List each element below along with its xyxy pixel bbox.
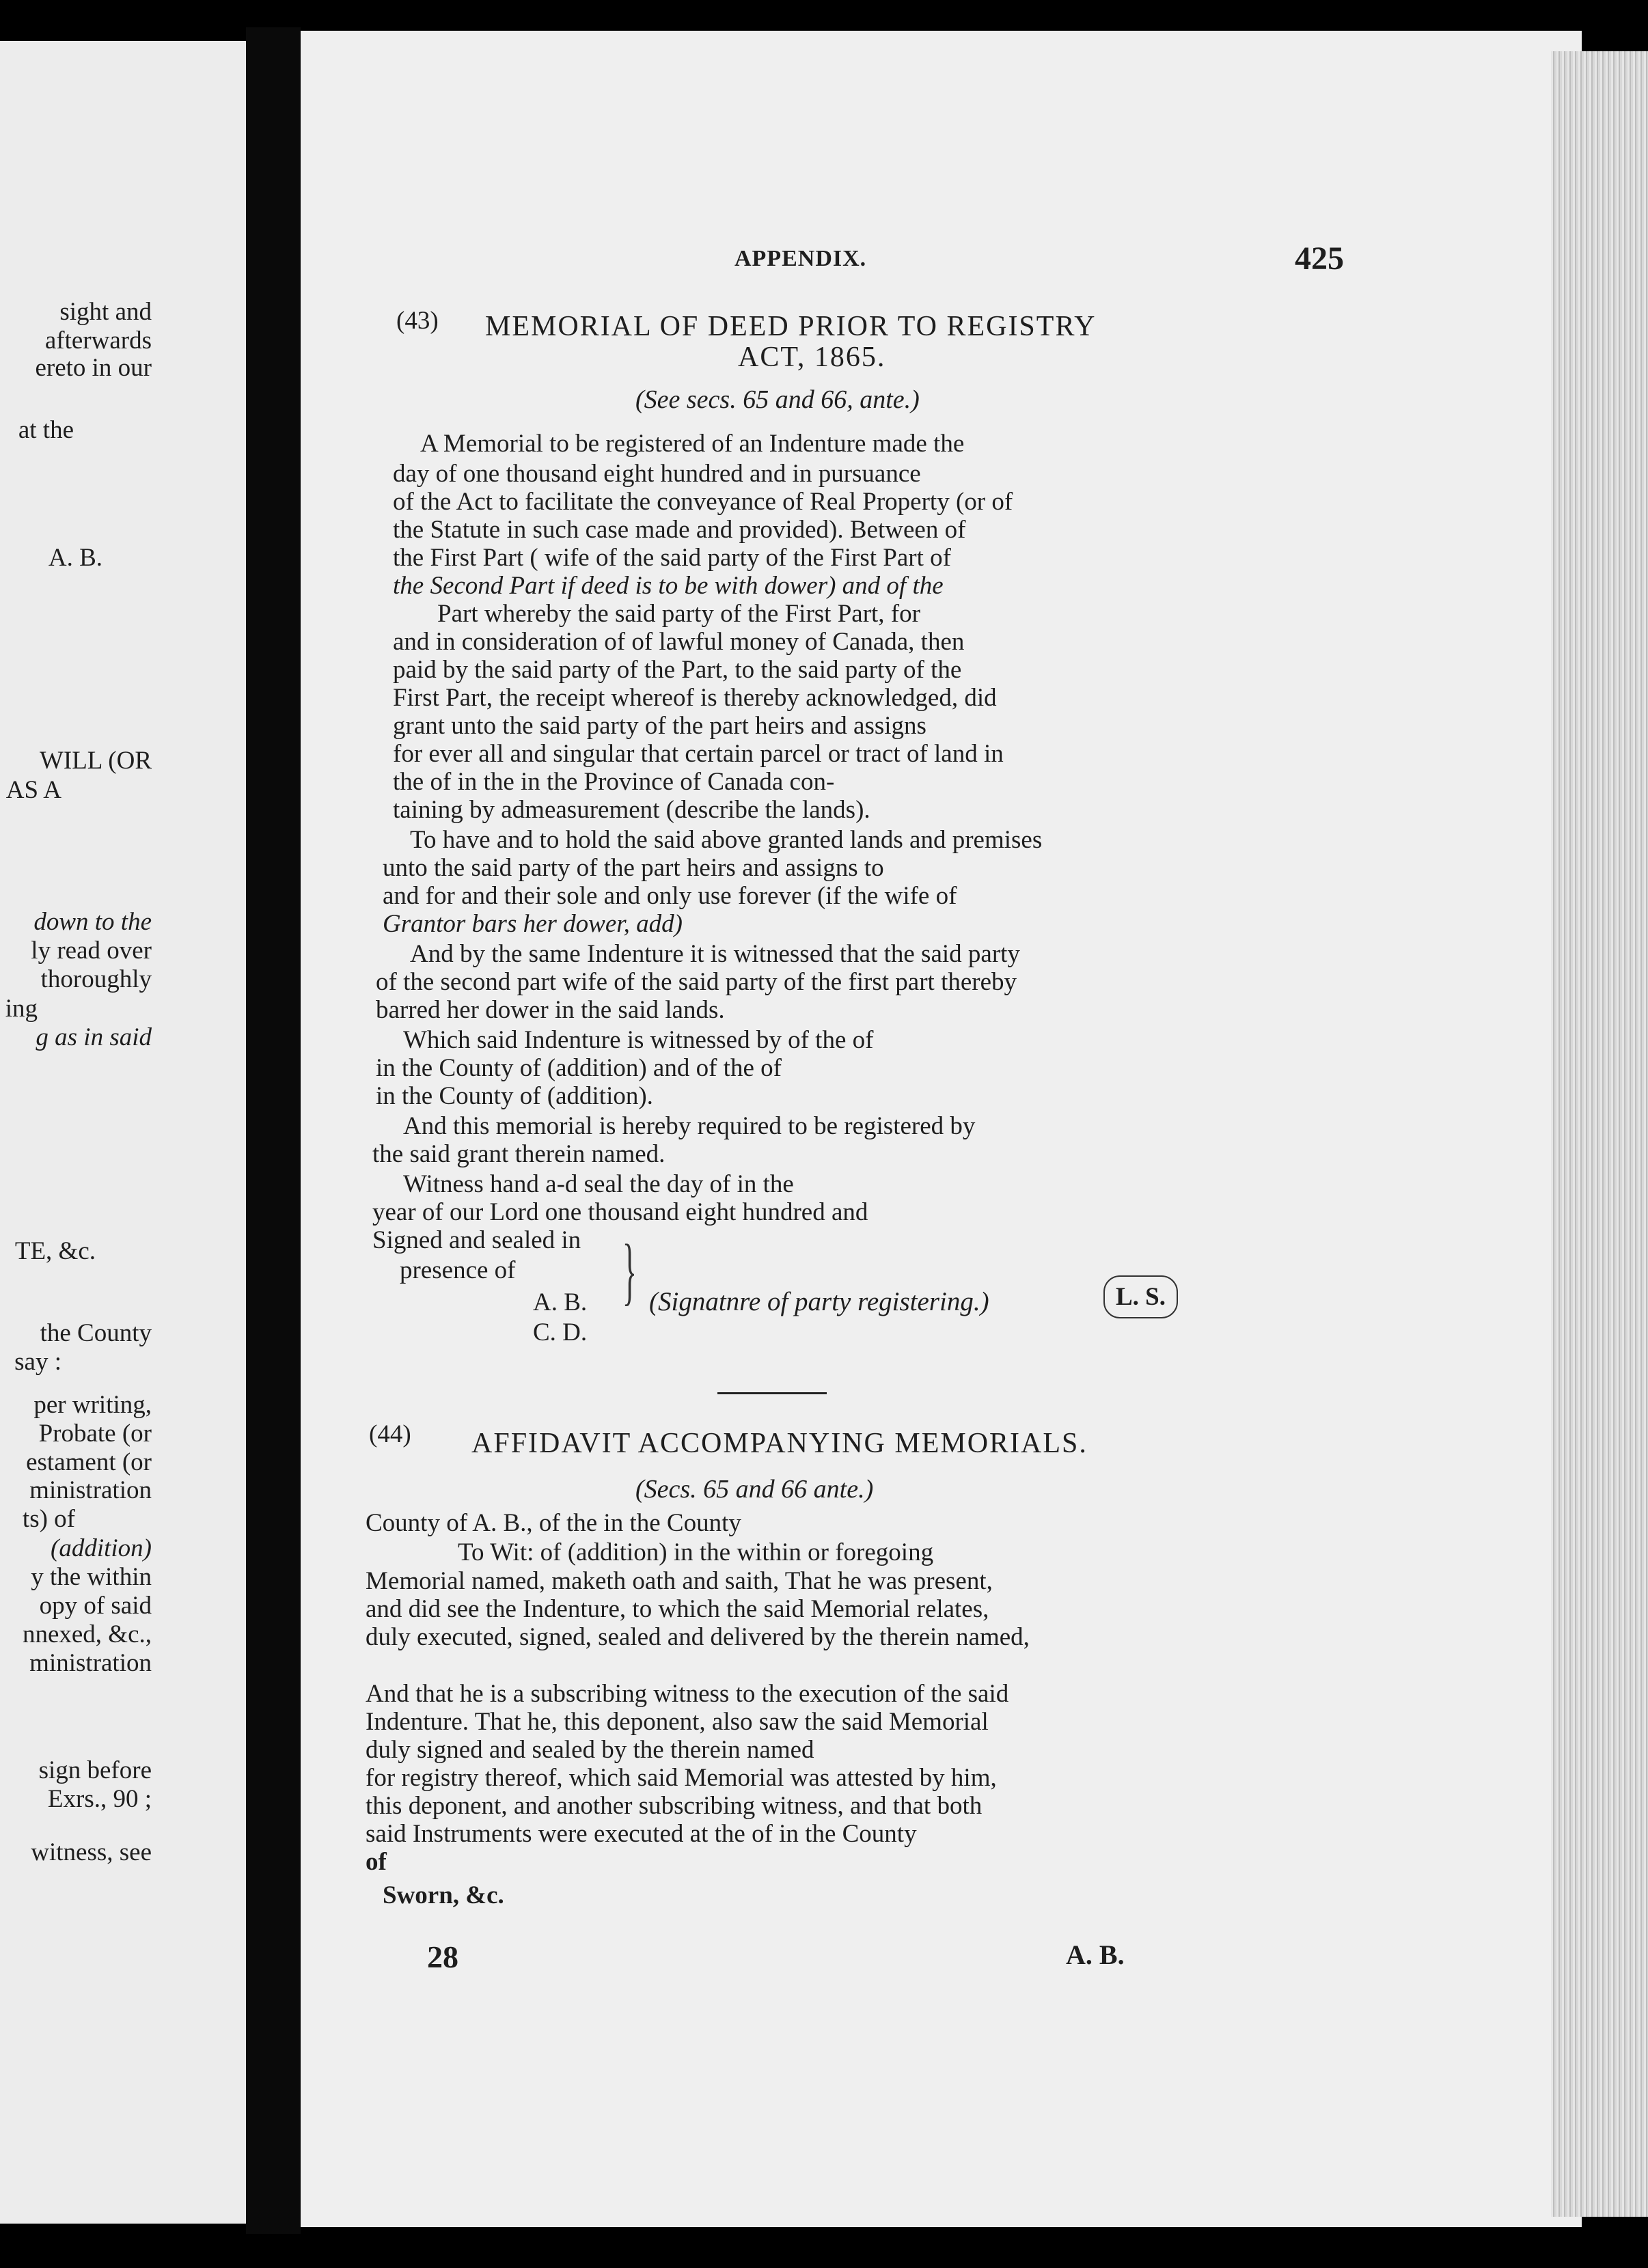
left-text-line: thoroughly xyxy=(40,965,152,993)
body-line: County of A. B., of the in the County xyxy=(366,1509,741,1537)
signature-mark: 28 xyxy=(427,1939,458,1974)
body-line: for ever all and singular that certain parcel or tract of land in xyxy=(393,740,1004,768)
body-line: and in consideration of of lawful money of Canada, then xyxy=(393,628,965,656)
main-page xyxy=(301,31,1582,2227)
section-title: MEMORIAL OF DEED PRIOR TO REGISTRY xyxy=(485,311,1097,342)
seal-label: L. S. xyxy=(1103,1275,1178,1318)
body-line: for registry thereof, which said Memorial was attested by him, xyxy=(366,1764,997,1792)
left-text-line: TE, &c. xyxy=(14,1237,96,1265)
body-line: and did see the Indenture, to which the said Memorial relates, xyxy=(366,1595,989,1623)
body-line: Witness hand a-d seal the day of in the xyxy=(403,1170,794,1198)
body-line: And by the same Indenture it is witnessed that the said party xyxy=(410,940,1020,968)
left-text-line: per writing, xyxy=(33,1391,152,1419)
bracket-glyph: } xyxy=(622,1229,637,1312)
left-text-line: afterwards xyxy=(44,327,152,355)
body-line: grant unto the said party of the part heirs and assigns xyxy=(393,712,926,740)
body-line: Memorial named, maketh oath and saith, That he was present, xyxy=(366,1567,993,1595)
section-divider xyxy=(717,1392,827,1394)
left-text-line: ministration xyxy=(29,1649,152,1677)
page-number: 425 xyxy=(1295,240,1344,277)
left-text-line: opy of said xyxy=(39,1592,152,1620)
left-text-line: ereto in our xyxy=(35,354,152,382)
left-text-line: ministration xyxy=(29,1476,152,1504)
left-text-line: ly read over xyxy=(31,937,152,965)
left-text-line: say : xyxy=(14,1348,61,1376)
left-text-line: y the within xyxy=(31,1563,152,1591)
left-text-line: estament (or xyxy=(26,1448,152,1476)
body-line: paid by the said party of the Part, to the said party of the xyxy=(393,656,962,684)
body-line: duly signed and sealed by the therein named xyxy=(366,1736,814,1764)
body-line: duly executed, signed, sealed and delivered by the therein named, xyxy=(366,1623,1030,1651)
left-facing-page xyxy=(0,41,246,2224)
left-text-line: A. B. xyxy=(48,544,102,572)
body-line: and for and their sole and only use forever (if the wife of xyxy=(383,882,957,910)
left-text-line: at the xyxy=(18,416,74,444)
witness-name: A. B. xyxy=(533,1288,588,1316)
body-line: Part whereby the said party of the First Part, for xyxy=(437,600,920,628)
body-line: said Instruments were executed at the of in the County xyxy=(366,1820,917,1848)
left-text-line: ts) of xyxy=(22,1505,75,1533)
section-reference: (See secs. 65 and 66, ante.) xyxy=(635,385,920,414)
body-line: the Second Part if deed is to be with dower) and of the xyxy=(393,572,944,600)
left-text-line: Probate (or xyxy=(38,1420,152,1448)
left-text-line: AS A xyxy=(5,776,61,804)
body-line: this deponent, and another subscribing witness, and that both xyxy=(366,1792,983,1820)
body-line: Which said Indenture is witnessed by of the of xyxy=(403,1026,874,1054)
body-line: First Part, the receipt whereof is thereby acknowledged, did xyxy=(393,684,997,712)
left-text-line: down to the xyxy=(33,908,152,936)
left-text-line: the County xyxy=(40,1319,152,1347)
body-line: And this memorial is hereby required to be registered by xyxy=(403,1112,976,1140)
left-text-line: ing xyxy=(5,995,38,1023)
body-line: To Wit: of (addition) in the within or foregoing xyxy=(458,1538,934,1566)
body-line: Indenture. That he, this deponent, also saw the said Memorial xyxy=(366,1708,989,1736)
body-line: Grantor bars her dower, add) xyxy=(383,910,683,938)
presence-of-label: presence of xyxy=(400,1256,516,1284)
body-line: To have and to hold the said above granted lands and premises xyxy=(410,826,1043,854)
left-text-line: Exrs., 90 ; xyxy=(47,1785,152,1813)
section-number: (44) xyxy=(369,1420,411,1448)
body-line: Signed and sealed in xyxy=(372,1226,581,1254)
body-line: in the County of (addition) and of the of xyxy=(376,1054,782,1082)
body-line: day of one thousand eight hundred and in pursuance xyxy=(393,460,921,488)
witness-name: C. D. xyxy=(533,1318,588,1346)
left-text-line: WILL (OR xyxy=(39,747,152,775)
book-gutter xyxy=(246,27,301,2234)
body-line: of the Act to facilitate the conveyance of Real Property (or of xyxy=(393,488,1013,516)
body-line: the Statute in such case made and provided). Between of xyxy=(393,516,966,544)
running-head: APPENDIX. xyxy=(734,246,867,271)
section-title: AFFIDAVIT ACCOMPANYING MEMORIALS. xyxy=(471,1428,1088,1459)
body-line: A Memorial to be registered of an Indenture made the xyxy=(420,430,965,458)
left-text-line: sight and xyxy=(59,298,152,326)
left-text-line: sign before xyxy=(38,1756,152,1784)
body-line: the said grant therein named. xyxy=(372,1140,665,1168)
section-reference: (Secs. 65 and 66 ante.) xyxy=(635,1475,874,1504)
body-line: taining by admeasurement (describe the lands). xyxy=(393,796,870,824)
body-line: year of our Lord one thousand eight hundred and xyxy=(372,1198,868,1226)
body-line: barred her dower in the said lands. xyxy=(376,996,725,1024)
section-number: (43) xyxy=(396,307,439,335)
body-line: of the second part wife of the said party of the first part thereby xyxy=(376,968,1017,996)
left-text-line: g as in said xyxy=(36,1023,152,1051)
body-line: the First Part ( wife of the said party of the First Part of xyxy=(393,544,951,572)
body-line: the of in the in the Province of Canada con- xyxy=(393,768,835,796)
left-text-line: witness, see xyxy=(31,1838,152,1866)
section-title: ACT, 1865. xyxy=(738,342,886,373)
signature-note: (Signatnre of party registering.) xyxy=(649,1287,989,1316)
body-line: And that he is a subscribing witness to the execution of the said xyxy=(366,1680,1009,1708)
body-line: unto the said party of the part heirs and assigns to xyxy=(383,854,884,882)
left-text-line: (addition) xyxy=(51,1534,152,1562)
page-edges xyxy=(1551,51,1648,2217)
affiant-signature: A. B. xyxy=(1066,1939,1125,1970)
sworn-line: Sworn, &c. xyxy=(383,1881,504,1909)
left-text-line: nnexed, &c., xyxy=(22,1620,152,1648)
body-line: in the County of (addition). xyxy=(376,1082,653,1110)
body-line: of xyxy=(366,1848,387,1876)
